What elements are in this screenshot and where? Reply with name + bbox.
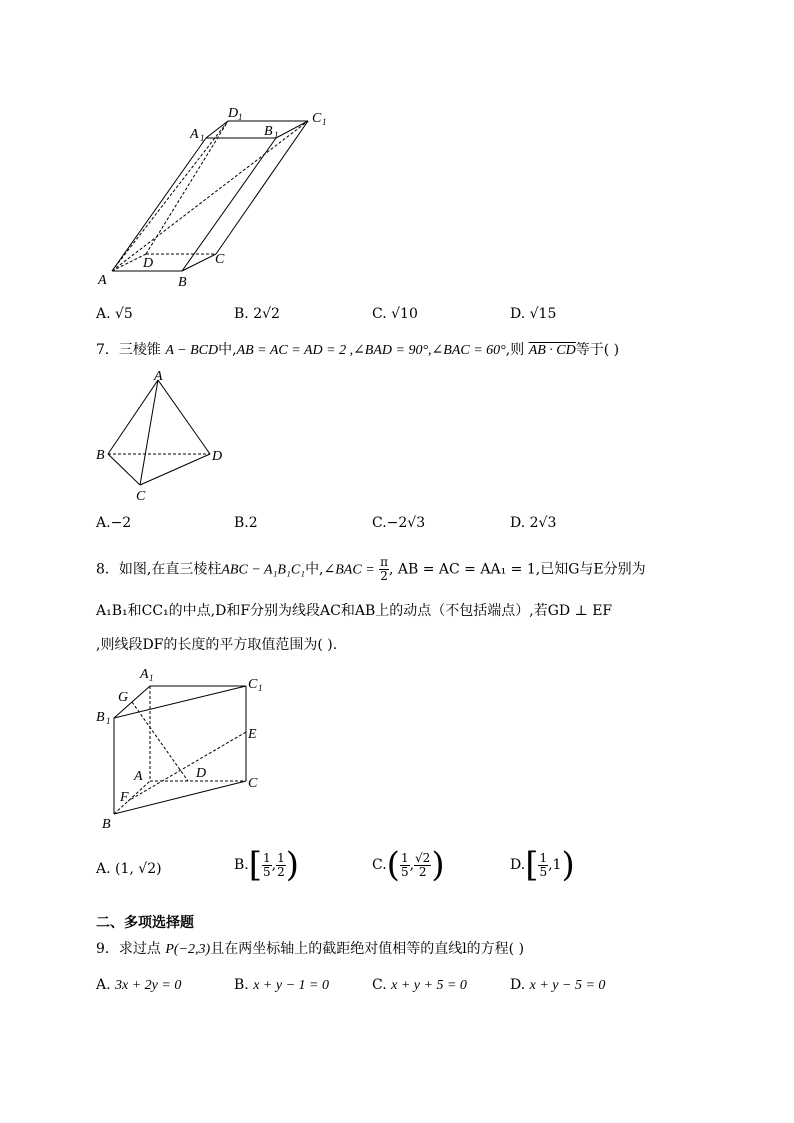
option-label: A. (96, 515, 111, 531)
frac-den: 5 (539, 864, 548, 879)
q7-figure (92, 368, 242, 508)
q8-question-line3: ,则线段DF的长度的平方取值范围为( ). (96, 637, 338, 653)
q8-fraction (379, 556, 389, 583)
q8-label-E: E (248, 727, 257, 742)
q6-label-C: C (215, 252, 225, 267)
option-label: B. (234, 306, 249, 322)
option-label: B. (234, 857, 249, 873)
option-value: √5 (115, 306, 133, 322)
q6-label-D: D (143, 256, 154, 271)
q8-sub: 1 (258, 683, 263, 693)
question-number: 9． (96, 941, 119, 957)
option-value: (1, √2) (115, 861, 162, 877)
q9-text: 且在两坐标轴上的截距绝对值相等的直线l的方程( ) (210, 941, 525, 957)
option-label: A. (96, 306, 111, 322)
q9-option-a[interactable] (96, 976, 181, 995)
frac-den: 5 (263, 864, 271, 879)
q6-label-D1: D (228, 106, 239, 121)
q8-option-d[interactable]: D.[ $\frac{1}{5}$ ,1) (510, 845, 575, 885)
option-value: −2√3 (386, 515, 426, 531)
q6-option-b[interactable] (234, 305, 280, 323)
q9-option-c[interactable] (372, 976, 467, 995)
q8-prism: ABC − A₁B₁C₁ (221, 562, 306, 578)
q8-text: , AB = AC = AA₁ = 1,已知G与E分别为 (388, 561, 646, 578)
frac-num: √2 (415, 850, 431, 865)
q6-option-d[interactable] (510, 305, 556, 323)
q8-label-A1: A (140, 667, 149, 682)
q8-question-line2: A₁B₁和CC₁的中点,D和F分别为线段AC和AB上的动点（不包括端点）,若GD ⊥ EF (96, 603, 613, 619)
q6-label-B: B (178, 275, 187, 290)
option-label: C. (372, 857, 387, 873)
option-label: C. (372, 306, 387, 322)
q9-point: P(−2,3) (165, 942, 211, 957)
option-label: D. (510, 515, 526, 531)
q6-label-C1: C (312, 111, 322, 126)
q7-solid: A − BCD (165, 343, 219, 358)
frac-den: 2 (380, 569, 388, 583)
option-label: A. (96, 977, 111, 993)
option-label: D. (510, 857, 526, 873)
section-title: 二、多项选择题 (96, 915, 194, 931)
q8-label-F: F (120, 790, 129, 805)
q6-label-B1: B (264, 124, 273, 139)
frac-num: 1 (277, 850, 285, 865)
option-label: A. (96, 861, 111, 877)
option-value: 2 (248, 515, 258, 531)
option-label: B. (234, 977, 249, 993)
option-label: D. (510, 977, 526, 993)
q7-option-c[interactable] (372, 514, 425, 532)
option-value: 3x + 2y = 0 (115, 978, 182, 993)
q6-figure (90, 100, 340, 295)
q8-label-A: A (134, 769, 143, 784)
q8-sub: 1 (149, 673, 154, 683)
frac-num: 1 (539, 850, 548, 865)
question-number: 8． (96, 561, 119, 578)
option-value: 2√3 (529, 515, 557, 531)
q8-text: 如图,在直三棱柱 (118, 561, 222, 578)
option-value: 1 (552, 857, 562, 873)
q8-option-c[interactable]: C.( $\frac{1}{5}$ , $\frac{√2}{2}$ ) (372, 845, 445, 885)
q6-label-A: A (98, 273, 107, 288)
q7-option-a[interactable] (96, 514, 131, 532)
q8-label-B: B (102, 817, 111, 832)
q7-label-A: A (154, 369, 163, 384)
option-value: x + y − 1 = 0 (253, 978, 329, 993)
q8-label-D: D (196, 766, 207, 781)
option-value: √15 (529, 306, 557, 322)
q7-text: 等于( ) (575, 342, 620, 358)
q7-label-B: B (96, 448, 105, 463)
q6-option-a[interactable] (96, 305, 133, 323)
q8-label-C1: C (248, 677, 258, 692)
q9-question (96, 940, 524, 959)
q8-sub: 1 (106, 716, 111, 726)
frac-den: 2 (277, 864, 285, 879)
q8-option-a[interactable] (96, 860, 162, 878)
q6-sub: 1 (238, 112, 243, 122)
q8-angle: ∠BAC = (323, 562, 375, 578)
q7-text: 三棱锥 (118, 342, 161, 358)
q7-label-C: C (136, 489, 146, 504)
q9-text: 求过点 (118, 941, 161, 957)
frac-den: 2 (418, 864, 427, 879)
q9-option-b[interactable] (234, 976, 329, 995)
frac-num: 1 (400, 850, 409, 865)
option-label: C. (372, 515, 387, 531)
q7-label-D: D (212, 449, 223, 464)
frac-num: 1 (263, 850, 271, 865)
q8-label-B1: B (96, 710, 105, 725)
q7-option-d[interactable] (510, 514, 556, 532)
q8-figure (92, 664, 282, 834)
q6-sub: 1 (274, 130, 279, 140)
q9-option-d[interactable] (510, 976, 605, 995)
q7-text: ,则 (505, 342, 525, 358)
option-value: √10 (391, 306, 418, 322)
option-value: 2√2 (253, 306, 280, 322)
q8-label-G: G (118, 690, 129, 705)
frac-num: π (380, 555, 388, 569)
q7-question (96, 341, 619, 360)
frac-den: 5 (400, 864, 409, 879)
q6-label-A1: A (190, 127, 199, 142)
q7-vectors: AB · CD (528, 343, 576, 358)
q8-question-line1 (96, 556, 646, 584)
option-label: C. (372, 977, 387, 993)
q7-text: 中, (218, 342, 237, 358)
q8-label-C: C (248, 776, 258, 791)
q6-option-c[interactable] (372, 305, 418, 323)
q8-text: 中, (305, 561, 324, 578)
option-label: D. (510, 306, 526, 322)
option-value: x + y − 5 = 0 (529, 978, 606, 993)
q7-conditions: AB = AC = AD = 2 ,∠BAD = 90°,∠BAC = 60° (236, 343, 506, 358)
q8-option-b[interactable]: B.[ $\frac{1}{5}$ , $\frac{1}{2}$ ) (234, 845, 300, 885)
q6-sub: 1 (200, 133, 205, 143)
option-value: x + y + 5 = 0 (391, 978, 467, 993)
option-value: −2 (110, 515, 132, 531)
question-number: 7． (96, 342, 119, 358)
q6-sub: 1 (322, 117, 327, 127)
option-label: B. (234, 515, 249, 531)
q7-option-b[interactable] (234, 514, 258, 532)
